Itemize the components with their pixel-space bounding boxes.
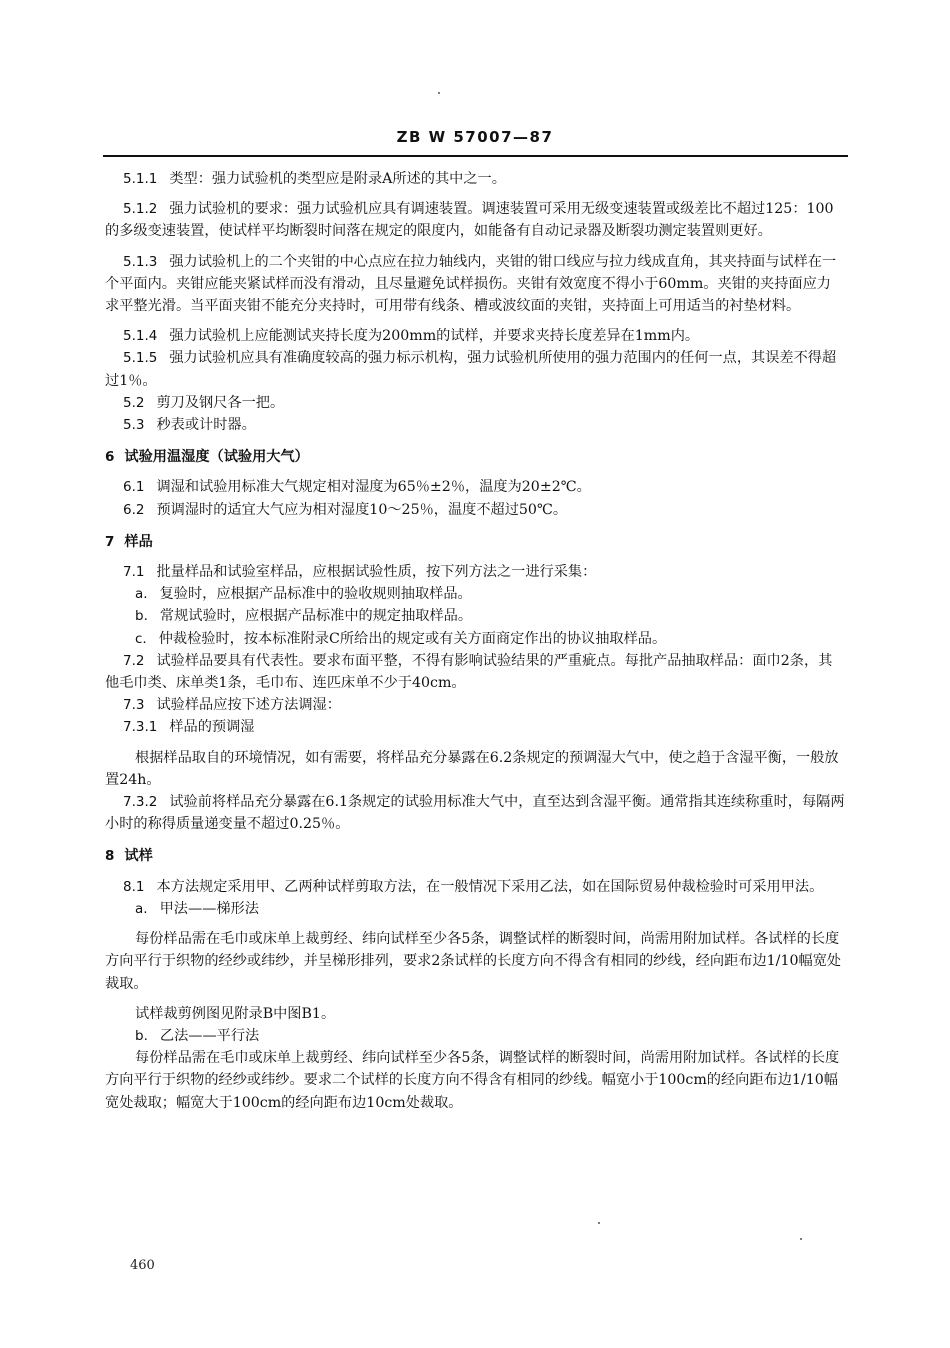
section-8-heading: 8 试样: [105, 848, 153, 865]
clause-5-1-2: 5.1.2 强力试验机的要求：强力试验机应具有调速装置。调速装置可采用无级变速装置或级差比不超过125：100的多级变速装置，使试样平均断裂时间落在规定的限度内，如能备有自动记录器及断裂功测定装置则更好。: [105, 201, 834, 240]
clause-7-3-1-text: 根据样品取自的环境情况，如有需要，将样品充分暴露在6.2条规定的预调湿大气中，使之趋于含湿平衡，一般放置24h。: [105, 749, 839, 788]
section-6-heading: 6 试验用温湿度（试验用大气）: [105, 449, 309, 466]
scan-speck: [598, 1222, 600, 1224]
list-item-a: a. 复验时，应根据产品标准中的验收规则抽取样品。: [135, 586, 472, 603]
method-b-text: 每份样品需在毛巾或床单上裁剪经、纬向试样至少各5条，调整试样的断裂时间，尚需用附加试样。各试样的长度方向平行于织物的经纱或纬纱。要求二个试样的长度方向不得含有相同的纱线。幅宽小于100cm的经向距布边1/10幅宽处裁取；幅宽大于100cm的经向距布边10cm处裁取。: [105, 1050, 840, 1111]
method-a-heading: a. 甲法——梯形法: [135, 900, 259, 917]
clause-7-3-2: 7.3.2 试验前将样品充分暴露在6.1条规定的试验用标准大气中，直至达到含湿平衡。通常指其连续称重时，每隔两小时的称得质量递变量不超过0.25％。: [105, 794, 845, 833]
clause-5-2: 5.2 剪刀及钢尺各一把。: [123, 394, 285, 411]
list-item-c: c. 仲裁检验时，按本标准附录C所给出的规定或有关方面商定作出的协议抽取样品。: [135, 630, 667, 647]
clause-7-3: 7.3 试验样品应按下述方法调湿：: [123, 697, 341, 714]
method-a-note: 试样裁剪例图见附录B中图B1。: [135, 1005, 336, 1022]
page-number: 460: [130, 1258, 155, 1273]
scan-speck: [800, 1238, 802, 1240]
method-b-heading: b. 乙法——平行法: [135, 1027, 260, 1044]
standard-code-header: ZB W 57007—87: [396, 128, 554, 146]
clause-7-2: 7.2 试验样品要具有代表性。要求布面平整，不得有影响试验结果的严重疵点。每批产品抽取样品：面巾2条，其他毛巾类、床单类1条，毛巾布、连匹床单不少于40cm。: [105, 652, 833, 692]
scan-speck: [438, 92, 440, 94]
header-rule: [103, 155, 848, 157]
clause-5-1-3: 5.1.3 强力试验机上的二个夹钳的中心点应在拉力轴线内，夹钳的钳口线应与拉力线成直角，其夹持面与试样在一个平面内。夹钳应能夹紧试样而没有滑动，且尽量避免试样损伤。夹钳有效宽度不得小于60mm。夹钳的夹持面应力求平整光滑。当平面夹钳不能充分夹持时，可用带有线条、槽或波纹面的夹钳，夹持面上可用适当的衬垫材料。: [105, 253, 837, 315]
clause-5-1-1: 5.1.1 类型：强力试验机的类型应是附录A所述的其中之一。: [123, 171, 506, 187]
clause-5-1-5: 5.1.5 强力试验机应具有准确度较高的强力标示机构，强力试验机所使用的强力范围内的任何一点，其误差不得超过1％。: [105, 350, 837, 389]
clause-5-1-4: 5.1.4 强力试验机上应能测试夹持长度为200mm的试样，并要求夹持长度差异在1mm内。: [123, 328, 700, 345]
list-item-b: b. 常规试验时，应根据产品标准中的规定抽取样品。: [135, 608, 473, 625]
clause-8-1: 8.1 本方法规定采用甲、乙两种试样剪取方法，在一般情况下采用乙法，如在国际贸易仲裁检验时可采用甲法。: [123, 878, 824, 895]
clause-5-3: 5.3 秒表或计时器。: [123, 417, 256, 434]
clause-6-2: 6.2 预调湿时的适宜大气应为相对湿度10～25％，温度不超过50℃。: [123, 501, 568, 518]
section-7-heading: 7 样品: [105, 533, 153, 550]
clause-7-1: 7.1 批量样品和试验室样品，应根据试验性质，按下列方法之一进行采集：: [123, 564, 597, 581]
clause-7-3-1-heading: 7.3.1 样品的预调湿: [123, 719, 255, 736]
clause-6-1: 6.1 调湿和试验用标准大气规定相对湿度为65％±2％，温度为20±2℃。: [123, 479, 591, 496]
method-a-text: 每份样品需在毛巾或床单上裁剪经、纬向试样至少各5条，调整试样的断裂时间，尚需用附加试样。各试样的长度方向平行于织物的经纱或纬纱，并呈梯形排列，要求2条试样的长度方向不得含有相同的纱线，经向距布边1/10幅宽处裁取。: [105, 931, 842, 992]
document-body: [105, 168, 845, 1114]
